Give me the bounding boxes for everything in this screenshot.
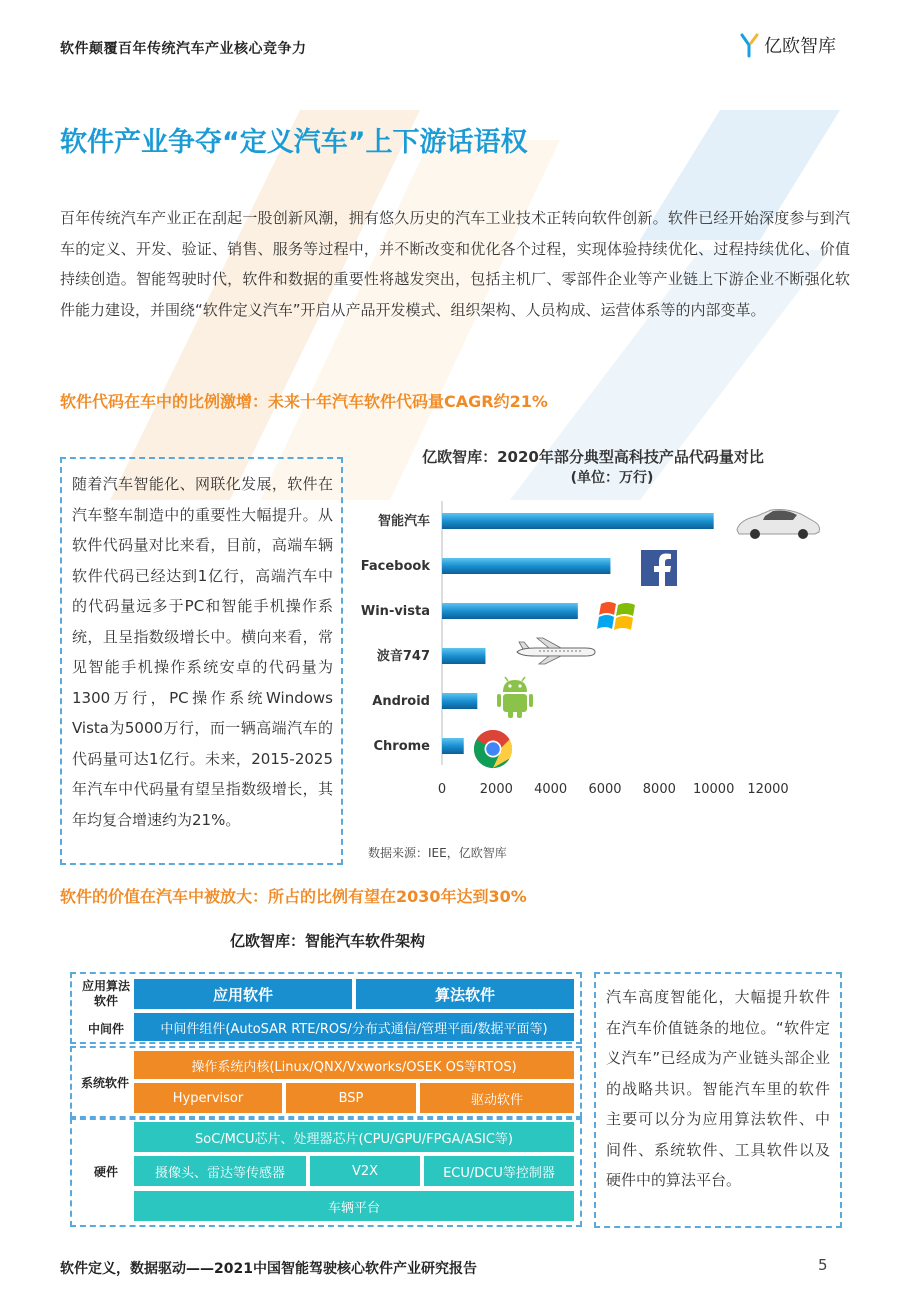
code-volume-chart: [350, 440, 850, 870]
block-middleware: 中间件组件(AutoSAR RTE/ROS/分布式通信/管理平面/数据平面等): [134, 1013, 574, 1041]
chart-subtitle: (单位：万行): [570, 470, 654, 486]
bar-category-label: Facebook: [360, 559, 430, 574]
software-value-text: 汽车高度智能化，大幅提升软件在汽车价值链条的地位。“软件定义汽车”已经成为产业链头部企业的战略共识。智能汽车里的软件主要可以分为应用算法软件、中间件、系统软件、工具软件以及硬件中的算法平台。: [606, 988, 830, 1189]
car-icon: [737, 510, 820, 540]
header-title: 软件颠覆百年传统汽车产业核心竞争力: [60, 41, 307, 57]
chart-svg: [350, 440, 850, 870]
logo-text: 亿欧智库: [764, 36, 836, 57]
bar: [442, 603, 578, 619]
bar: [442, 558, 610, 574]
label-hardware: 硬件: [93, 1165, 118, 1179]
bar: [442, 513, 714, 529]
bar: [442, 693, 477, 709]
bar-category-label: 智能汽车: [377, 514, 430, 529]
footer-title: 软件定义，数据驱动——2021中国智能驾驶核心软件产业研究报告: [60, 1261, 477, 1277]
bar-category-label: Android: [372, 694, 430, 709]
block-os-kernel: 操作系统内核(Linux/QNX/Vxworks/OSEK OS等RTOS): [134, 1051, 574, 1079]
chart-source: 数据来源：IEE，亿欧智库: [368, 846, 507, 860]
block-hypervisor: Hypervisor: [134, 1083, 282, 1113]
block-vehicle-platform: 车辆平台: [134, 1191, 574, 1221]
block-soc: SoC/MCU芯片、处理器芯片(CPU/GPU/FPGA/ASIC等): [134, 1122, 574, 1152]
airplane-icon: [517, 638, 595, 664]
code-growth-textbox: [60, 457, 343, 865]
chrome-icon: [474, 730, 512, 768]
x-tick-label: 12000: [747, 782, 789, 797]
x-tick-label: 0: [437, 782, 447, 797]
code-growth-text: 随着汽车智能化、网联化发展，软件在汽车整车制造中的重要性大幅提升。从软件代码量对比来看，目前，高端车辆软件代码已经达到1亿行，高端汽车中的代码量远多于PC和智能手机操作系统，且呈指数级增长中。横向来看，常见智能手机操作系统安卓的代码量为1300万行，PC操作系统Windows Vista为5000万行，而一辆高端汽车的代码量可达1亿行。未来，2015-2025年汽车中代码量有望呈指数级增长，其年均复合增速约为21%。: [72, 475, 333, 829]
android-icon: [497, 677, 533, 718]
x-tick-label: 4000: [534, 782, 568, 797]
label-system: 系统软件: [80, 1076, 129, 1090]
bar-category-label: Win-vista: [360, 604, 430, 619]
block-ecu-dcu: ECU/DCU等控制器: [424, 1156, 574, 1186]
page-title: 软件产业争夺“定义汽车”上下游话语权: [60, 127, 528, 158]
section-heading-code-growth: 软件代码在车中的比例激增：未来十年汽车软件代码量CAGR约21%: [60, 392, 548, 411]
bar: [442, 738, 464, 754]
bar-category-label: Chrome: [373, 739, 430, 754]
x-tick-label: 10000: [692, 782, 735, 797]
chart-title: 亿欧智库：2020年部分典型高科技产品代码量对比: [422, 448, 764, 466]
block-algo-software: 算法软件: [356, 979, 574, 1009]
label-middleware: 中间件: [87, 1022, 124, 1036]
block-v2x: V2X: [310, 1156, 420, 1186]
facebook-icon: [641, 550, 677, 586]
label-app-algo: 应用算法软件: [81, 979, 130, 1008]
section-heading-software-value: 软件的价值在汽车中被放大：所占的比例有望在2030年达到30%: [60, 887, 527, 906]
block-driver: 驱动软件: [420, 1083, 574, 1113]
block-camera-radar: 摄像头、雷达等传感器: [134, 1156, 306, 1186]
x-tick-label: 2000: [479, 782, 513, 797]
intro-paragraph: 百年传统汽车产业正在刮起一股创新风潮，拥有悠久历史的汽车工业技术正转向软件创新。软件已经开始深度参与到汽车的定义、开发、验证、销售、服务等过程中，并不断改变和优化各个过程，实现体验持续优化、过程持续优化、价值持续创造。智能驾驶时代，软件和数据的重要性将越发突出，包括主机厂、零部件企业等产业链上下游企业不断强化软件能力建设，并围绕“软件定义汽车”开启从产品开发模式、组织架构、人员构成、运营体系等的内部变革。: [60, 209, 850, 319]
x-tick-label: 8000: [642, 782, 676, 797]
page-number: 5: [818, 1256, 828, 1274]
bar-category-label: 波音747: [376, 649, 430, 664]
chart-icons: [474, 510, 820, 769]
block-bsp: BSP: [286, 1083, 416, 1113]
bar: [442, 648, 485, 664]
x-tick-label: 6000: [588, 782, 622, 797]
architecture-title: 亿欧智库：智能汽车软件架构: [230, 932, 426, 950]
block-app-software: 应用软件: [134, 979, 352, 1009]
logo: [740, 32, 836, 58]
logo-icon: [740, 32, 760, 58]
software-value-textbox: [594, 972, 842, 1228]
windows-icon: [597, 602, 635, 630]
